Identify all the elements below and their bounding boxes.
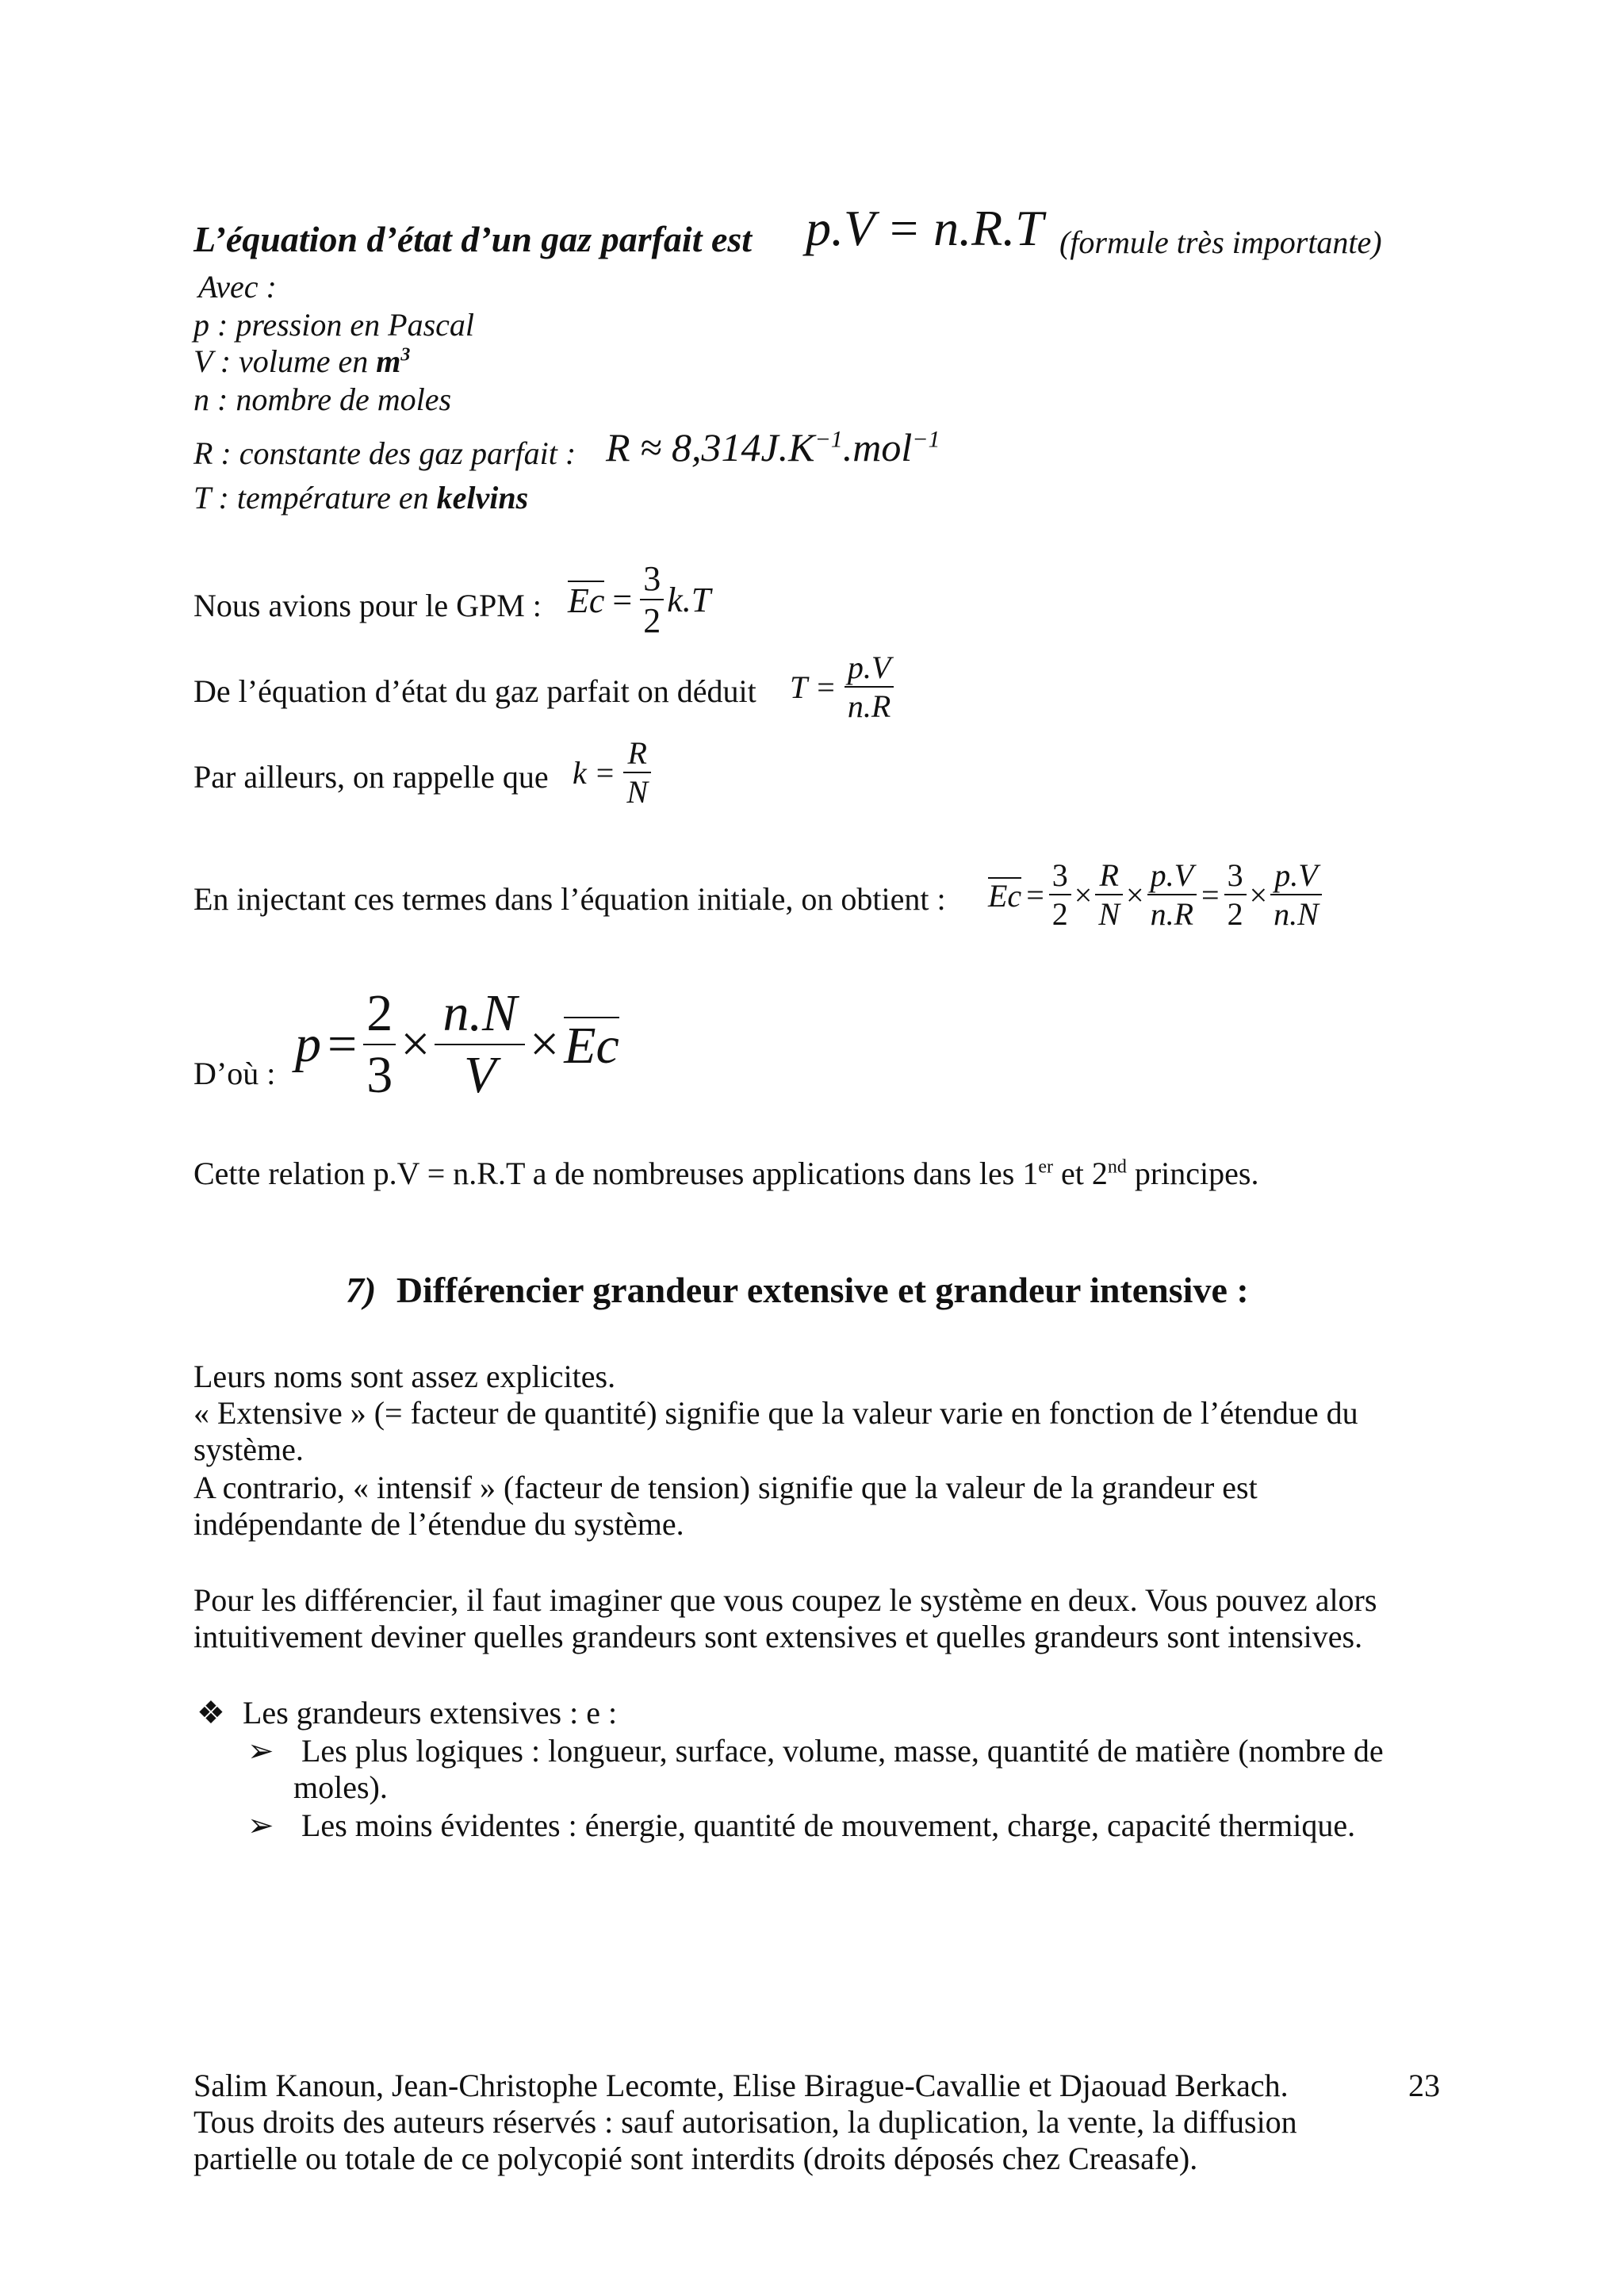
paragraph-line: « Extensive » (= facteur de quantité) signifie que la valeur varie en fonction de l’étendue du: [193, 1395, 1358, 1431]
ec-mean: Ec: [568, 581, 605, 620]
paragraph-line: Pour les différencier, il faut imaginer que vous coupez le système en deux. Vous pouvez alors: [193, 1582, 1377, 1618]
paragraph-line: système.: [193, 1432, 304, 1467]
avec-label: Avec :: [198, 269, 277, 305]
section-number: 7): [346, 1270, 377, 1310]
formula-note: (formule très importante): [1059, 224, 1382, 260]
section-7-heading: [346, 1269, 1249, 1312]
page-number: 23: [1408, 2068, 1440, 2103]
paragraph-line: intuitivement deviner quelles grandeurs sont extensives et quelles grandeurs sont intensives.: [193, 1619, 1363, 1654]
arrow-bullet-icon: ➢: [247, 1807, 274, 1843]
def-v-unit: $m^3$: [376, 343, 411, 379]
equation-intro-text: L’équation d’état d’un gaz parfait est: [193, 219, 753, 259]
applications-line: Cette relation p.V = n.R.T a de nombreuses applications dans les 1er et 2nd principes.: [193, 1156, 1259, 1191]
paragraph-line: A contrario, « intensif » (facteur de tension) signifie que la valeur de la grandeur est: [193, 1470, 1258, 1505]
equation-intro: [193, 218, 752, 261]
def-p: p : pression en Pascal: [193, 307, 475, 343]
list-heading: ❖ Les grandeurs extensives : e :: [197, 1695, 618, 1731]
gpm-label: Nous avions pour le GPM :: [193, 588, 542, 623]
ideal-gas-formula: p.V = n.R.T: [806, 200, 1044, 256]
pressure-result-formula: p = $\frac{2}{3}$ × $\frac{n.N}{V}$ × Ec: [295, 984, 619, 1104]
paragraph-line: Leurs noms sont assez explicites.: [193, 1359, 616, 1394]
def-t-unit: kelvins: [436, 480, 529, 516]
def-v-text: V : volume en: [193, 343, 369, 379]
footer-line: Tous droits des auteurs réservés : sauf autorisation, la duplication, la vente, la diffusion: [193, 2104, 1297, 2140]
def-n: n : nombre de moles: [193, 381, 452, 417]
t-equation: T = $\frac{p.V}{n.R}$: [790, 649, 894, 725]
paragraph-line: indépendante de l’étendue du système.: [193, 1506, 684, 1542]
diamond-bullet-icon: ❖: [197, 1695, 225, 1731]
k-equation: k = $\frac{R}{N}$: [573, 734, 651, 811]
def-r-label: R : constante des gaz parfait :: [193, 435, 576, 471]
list-item: ➢ Les moins évidentes : énergie, quantité de mouvement, charge, capacité thermique.: [247, 1807, 1356, 1843]
ec-substituted: Ec = $\frac{3}{2}$ × $\frac{R}{N}$ × $\frac{p.V}{n.R}$ = $\frac{3}{2}$ × $\frac{p.V}{n.N}$: [988, 857, 1322, 933]
def-t: T : température en kelvins: [193, 480, 529, 516]
gpm-equation: Ec = $\frac{3}{2}$ k.T: [568, 559, 711, 640]
dou-label: D’où :: [193, 1056, 276, 1091]
footer-line: Salim Kanoun, Jean-Christophe Lecomte, Elise Birague-Cavallie et Djaouad Berkach.: [193, 2068, 1289, 2103]
deduce-label: De l’équation d’état du gaz parfait on déduit: [193, 673, 756, 709]
list-item: ➢ Les plus logiques : longueur, surface, volume, masse, quantité de matière (nombre de: [247, 1733, 1384, 1769]
inject-label: En injectant ces termes dans l’équation initiale, on obtient :: [193, 881, 946, 917]
recall-label: Par ailleurs, on rappelle que: [193, 759, 549, 795]
def-r-value: $R \approx 8,314J.K^{-1}.mol^{-1}$: [606, 425, 940, 470]
list-item-continuation: moles).: [293, 1769, 388, 1805]
arrow-bullet-icon: ➢: [247, 1733, 274, 1769]
section-title: Différencier grandeur extensive et grandeur intensive :: [396, 1270, 1249, 1310]
footer-line: partielle ou totale de ce polycopié sont interdits (droits déposés chez Creasafe).: [193, 2141, 1198, 2176]
def-v: [193, 343, 410, 381]
